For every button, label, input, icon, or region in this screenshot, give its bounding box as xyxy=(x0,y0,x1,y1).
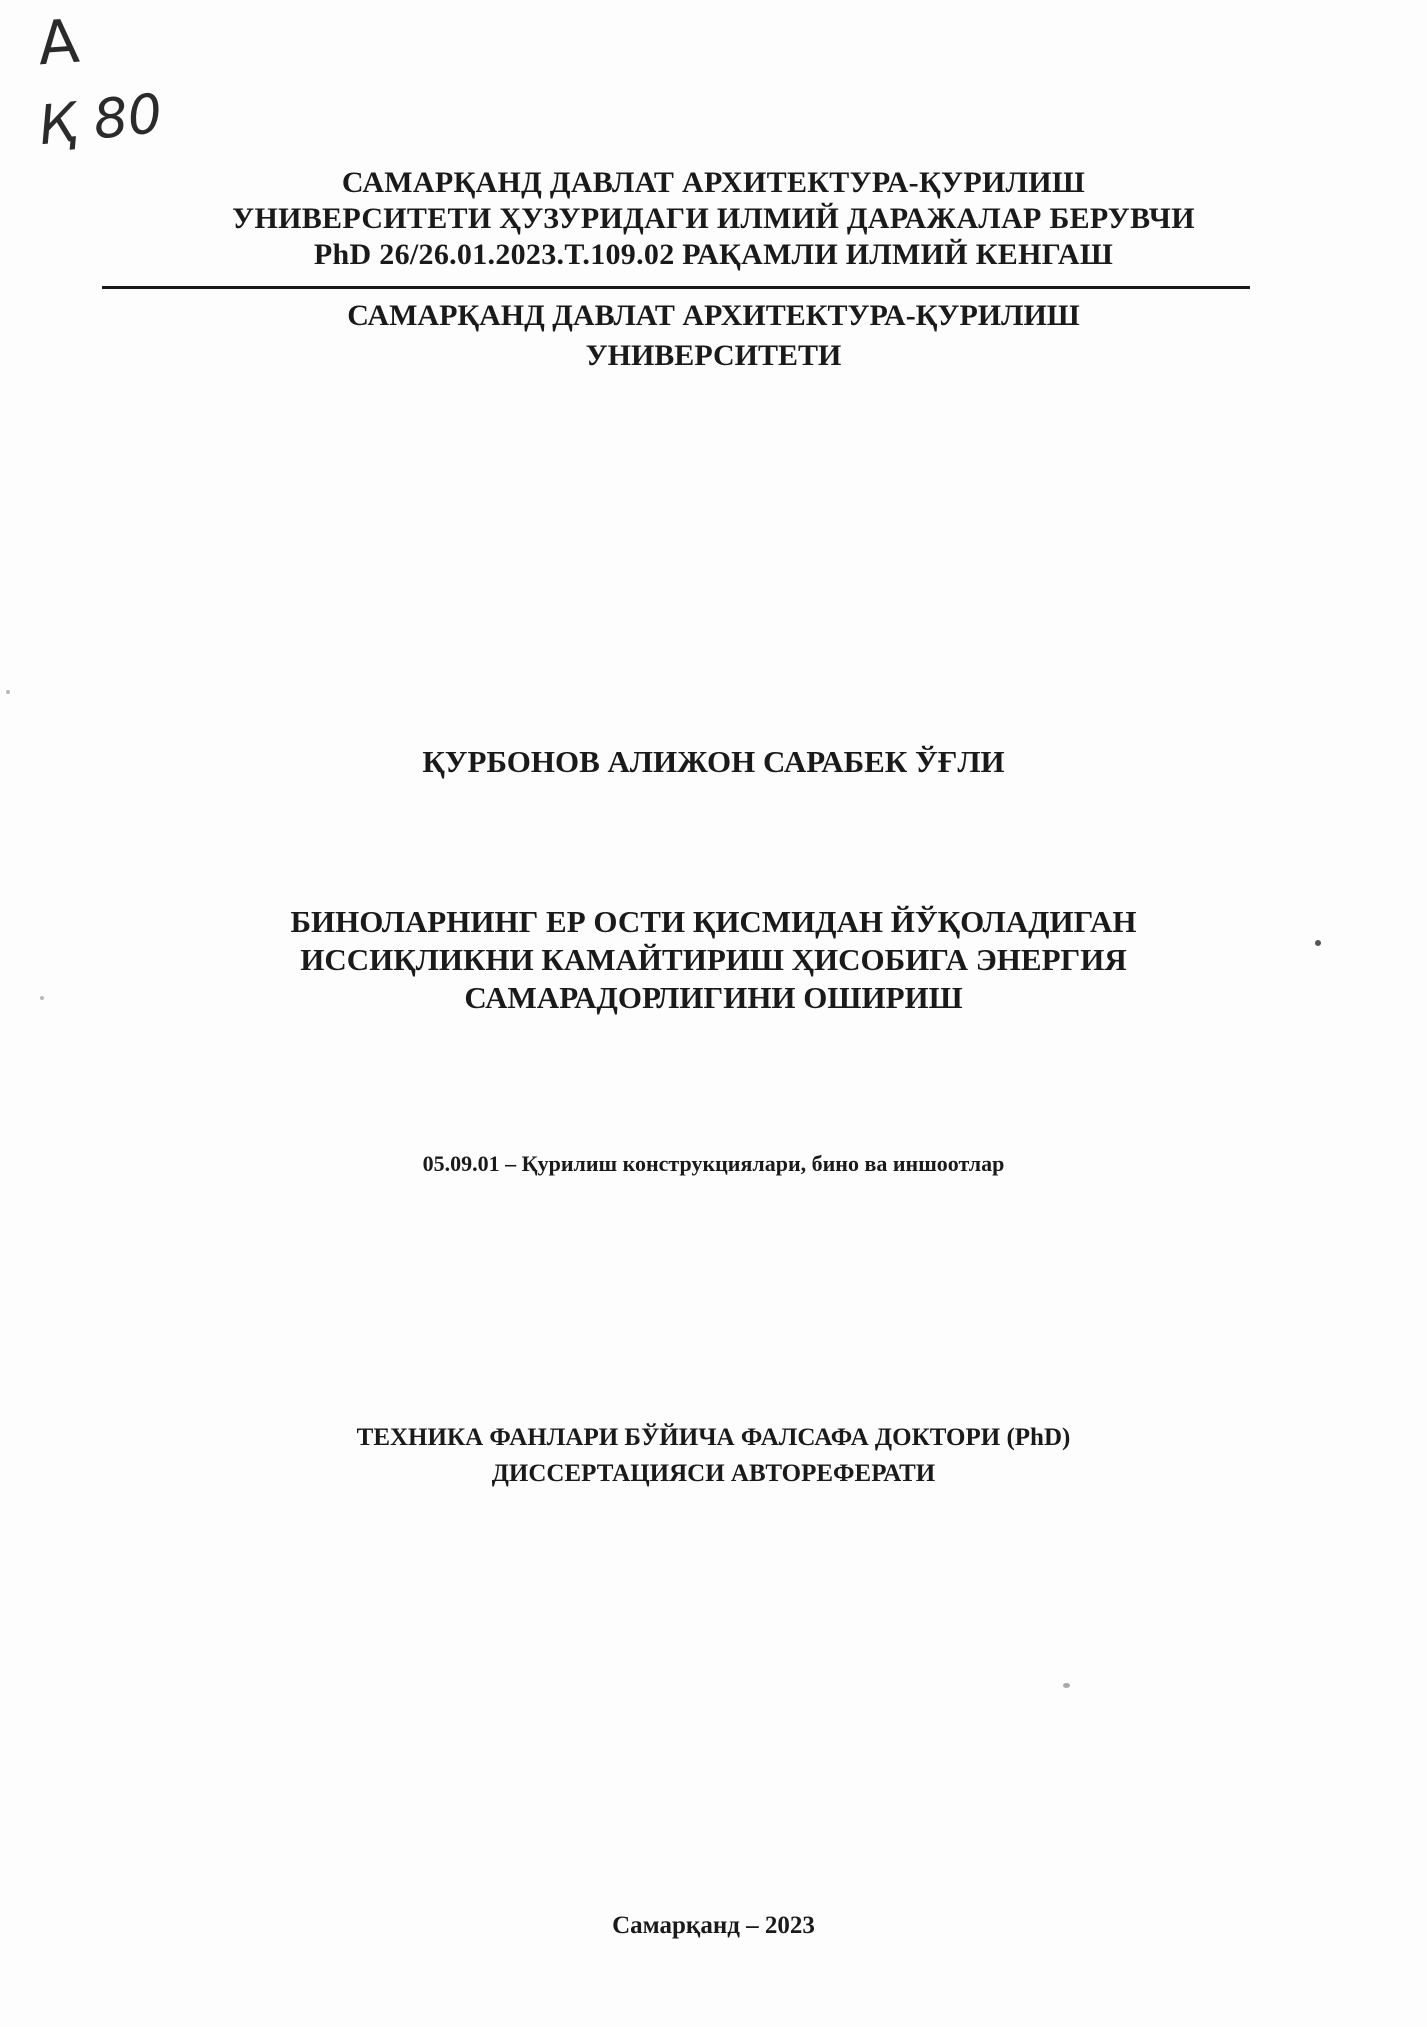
university-line: УНИВЕРСИТЕТИ xyxy=(585,339,842,372)
title-line: ИССИҚЛИКНИ КАМАЙТИРИШ ҲИСОБИГА ЭНЕРГИЯ xyxy=(300,942,1127,977)
degree-label xyxy=(0,1420,1427,1492)
university-name xyxy=(0,296,1427,376)
handwritten-shelf-code: Қ 80 xyxy=(35,81,166,158)
scan-speck xyxy=(1315,940,1321,946)
title-line: БИНОЛАРНИНГ ЕР ОСТИ ҚИСМИДАН ЙЎҚОЛАДИГАН xyxy=(290,904,1137,939)
place-year: Самарқанд – 2023 xyxy=(612,1912,815,1939)
council-header xyxy=(0,165,1427,273)
council-header-line: PhD 26/26.01.2023.T.109.02 РАҚАМЛИ ИЛМИЙ КЕНГАШ xyxy=(313,238,1114,271)
author-name: ҚУРБОНОВ АЛИЖОН САРАБЕК ЎҒЛИ xyxy=(422,744,1005,779)
title-line: САМАРАДОРЛИГИНИ ОШИРИШ xyxy=(464,980,963,1015)
handwritten-mark: А xyxy=(35,6,82,80)
specialty-code: 05.09.01 – Қурилиш конструкциялари, бино ва иншоотлар xyxy=(422,1151,1005,1176)
dissertation-title xyxy=(0,903,1427,1017)
council-header-line: САМАРҚАНД ДАВЛАТ АРХИТЕКТУРА-ҚУРИЛИШ xyxy=(341,166,1086,199)
degree-line: ДИССЕРТАЦИЯСИ АВТОРЕФЕРАТИ xyxy=(491,1460,936,1487)
council-header-line: УНИВЕРСИТЕТИ ҲУЗУРИДАГИ ИЛМИЙ ДАРАЖАЛАР БЕРУВЧИ xyxy=(232,202,1195,235)
header-divider xyxy=(102,286,1250,289)
university-line: САМАРҚАНД ДАВЛАТ АРХИТЕКТУРА-ҚУРИЛИШ xyxy=(347,299,1080,332)
scan-speck xyxy=(40,996,44,1000)
scan-speck xyxy=(1063,1683,1070,1688)
scan-speck xyxy=(6,690,10,694)
degree-line: ТЕХНИКА ФАНЛАРИ БЎЙИЧА ФАЛСАФА ДОКТОРИ (PhD) xyxy=(356,1424,1071,1451)
